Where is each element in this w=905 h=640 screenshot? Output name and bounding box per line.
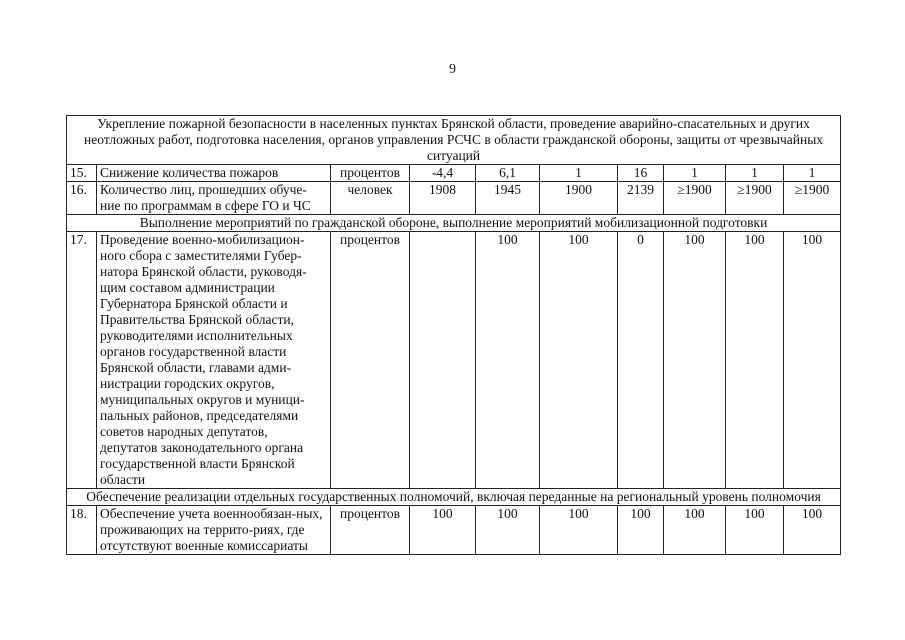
indicators-table	[66, 115, 841, 555]
value-cell: 6,1	[476, 165, 540, 182]
value-cell: -4,4	[410, 165, 476, 182]
section-row	[67, 116, 841, 165]
value-cell: 1	[726, 165, 784, 182]
indicator-name: Обеспечение учета военнообязан-ных, проживающих на террито-риях, где отсутствуют военные комиссариаты	[97, 506, 331, 555]
value-cell: ≥1900	[664, 182, 726, 215]
row-number: 18.	[67, 506, 97, 555]
value-cell: 100	[476, 506, 540, 555]
row-number: 16.	[67, 182, 97, 215]
value-cell: 100	[726, 232, 784, 489]
value-cell: 1900	[540, 182, 618, 215]
value-cell	[410, 232, 476, 489]
value-cell: 100	[540, 506, 618, 555]
value-cell: 100	[410, 506, 476, 555]
value-cell: 100	[476, 232, 540, 489]
unit-cell: процентов	[331, 232, 410, 489]
indicator-name: Количество лиц, прошедших обуче-ние по программам в сфере ГО и ЧС	[97, 182, 331, 215]
section-row	[67, 215, 841, 232]
table-row	[67, 232, 841, 489]
value-cell: 100	[618, 506, 664, 555]
value-cell: ≥1900	[784, 182, 841, 215]
value-cell: 100	[664, 232, 726, 489]
indicator-name: Проведение военно-мобилизацион-ного сбора с заместителями Губер-натора Брянской области, руководя-щим составом администрации Губернатора Брянской области и Правительства Брянской области, руководителями исполнительных органов государственной власти Брянской области, главами адми-нистрации городских округов, муниципальных округов и муници-пальных районов, председателями советов народных депутатов, депутатов законодательного органа государственной власти Брянской области	[97, 232, 331, 489]
value-cell: 100	[664, 506, 726, 555]
page-number: 9	[449, 62, 456, 77]
value-cell: ≥1900	[726, 182, 784, 215]
value-cell: 100	[784, 506, 841, 555]
section-title: Укрепление пожарной безопасности в населенных пунктах Брянской области, проведение аварийно-спасательных и других неотложных работ, подготовка населения, органов управления РСЧС в области гражданской обороны, защиты от чрезвычайных ситуаций	[67, 116, 841, 165]
value-cell: 0	[618, 232, 664, 489]
section-title: Обеспечение реализации отдельных государственных полномочий, включая переданные на региональный уровень полномочия	[67, 489, 841, 506]
value-cell: 1	[540, 165, 618, 182]
table-row	[67, 165, 841, 182]
value-cell: 100	[540, 232, 618, 489]
table-row	[67, 506, 841, 555]
value-cell: 100	[784, 232, 841, 489]
section-row	[67, 489, 841, 506]
value-cell: 2139	[618, 182, 664, 215]
value-cell: 1	[664, 165, 726, 182]
value-cell: 1945	[476, 182, 540, 215]
value-cell: 1908	[410, 182, 476, 215]
section-title: Выполнение мероприятий по гражданской обороне, выполнение мероприятий мобилизационной подготовки	[67, 215, 841, 232]
value-cell: 1	[784, 165, 841, 182]
unit-cell: процентов	[331, 165, 410, 182]
value-cell: 16	[618, 165, 664, 182]
unit-cell: человек	[331, 182, 410, 215]
unit-cell: процентов	[331, 506, 410, 555]
row-number: 15.	[67, 165, 97, 182]
indicator-name: Снижение количества пожаров	[97, 165, 331, 182]
table-row	[67, 182, 841, 215]
value-cell: 100	[726, 506, 784, 555]
row-number: 17.	[67, 232, 97, 489]
